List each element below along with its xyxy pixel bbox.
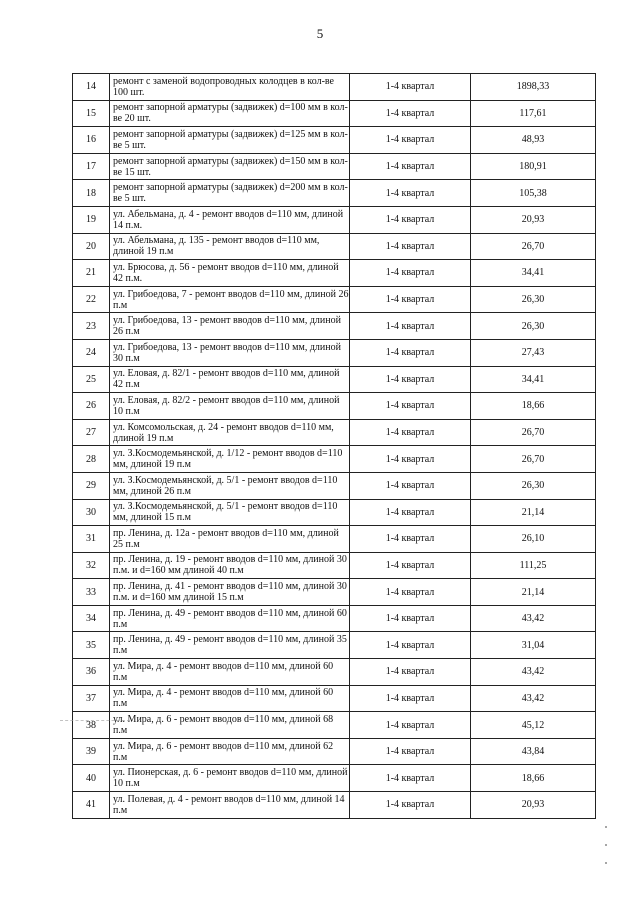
period-cell: 1-4 квартал xyxy=(350,180,471,207)
table-row xyxy=(73,313,596,340)
row-number-cell: 27 xyxy=(73,419,110,446)
period-cell: 1-4 квартал xyxy=(350,100,471,127)
period-cell: 1-4 квартал xyxy=(350,765,471,792)
row-number-cell: 31 xyxy=(73,526,110,553)
amount-cell: 26,30 xyxy=(471,313,596,340)
amount-cell: 105,38 xyxy=(471,180,596,207)
table-row xyxy=(73,206,596,233)
amount-cell: 18,66 xyxy=(471,765,596,792)
row-number-cell: 16 xyxy=(73,127,110,154)
table-row xyxy=(73,446,596,473)
amount-cell: 31,04 xyxy=(471,632,596,659)
table-row xyxy=(73,738,596,765)
amount-cell: 26,30 xyxy=(471,472,596,499)
work-description-cell: пр. Ленина, д. 19 - ремонт вводов d=110 мм, длиной 30 п.м. и d=160 мм длиной 40 п.м xyxy=(110,552,350,579)
table-row xyxy=(73,366,596,393)
row-number-cell: 39 xyxy=(73,738,110,765)
period-cell: 1-4 квартал xyxy=(350,579,471,606)
period-cell: 1-4 квартал xyxy=(350,659,471,686)
row-number-cell: 18 xyxy=(73,180,110,207)
amount-cell: 26,30 xyxy=(471,286,596,313)
row-number-cell: 19 xyxy=(73,206,110,233)
table-row xyxy=(73,393,596,420)
row-number-cell: 14 xyxy=(73,74,110,101)
work-description-cell: ул. З.Космодемьянской, д. 1/12 - ремонт вводов d=110 мм, длиной 19 п.м xyxy=(110,446,350,473)
period-cell: 1-4 квартал xyxy=(350,153,471,180)
table-row xyxy=(73,712,596,739)
table-row xyxy=(73,180,596,207)
row-number-cell: 41 xyxy=(73,792,110,819)
work-description-cell: ул. Грибоедова, 7 - ремонт вводов d=110 мм, длиной 26 п.м xyxy=(110,286,350,313)
amount-cell: 21,14 xyxy=(471,499,596,526)
row-number-cell: 32 xyxy=(73,552,110,579)
work-description-cell: ремонт запорной арматуры (задвижек) d=100 мм в кол-ве 20 шт. xyxy=(110,100,350,127)
period-cell: 1-4 квартал xyxy=(350,472,471,499)
scan-artifact-line xyxy=(60,720,130,721)
amount-cell: 20,93 xyxy=(471,206,596,233)
work-description-cell: пр. Ленина, д. 49 - ремонт вводов d=110 мм, длиной 35 п.м xyxy=(110,632,350,659)
works-table xyxy=(72,73,596,819)
amount-cell: 34,41 xyxy=(471,260,596,287)
work-description-cell: ул. Грибоедова, 13 - ремонт вводов d=110 мм, длиной 30 п.м xyxy=(110,339,350,366)
amount-cell: 26,70 xyxy=(471,233,596,260)
table-row xyxy=(73,153,596,180)
table-row xyxy=(73,286,596,313)
period-cell: 1-4 квартал xyxy=(350,526,471,553)
work-description-cell: ул. Еловая, д. 82/2 - ремонт вводов d=110 мм, длиной 10 п.м xyxy=(110,393,350,420)
amount-cell: 26,70 xyxy=(471,446,596,473)
amount-cell: 20,93 xyxy=(471,792,596,819)
row-number-cell: 15 xyxy=(73,100,110,127)
table-row xyxy=(73,339,596,366)
works-table-container xyxy=(72,73,588,819)
period-cell: 1-4 квартал xyxy=(350,393,471,420)
period-cell: 1-4 квартал xyxy=(350,605,471,632)
work-description-cell: ремонт запорной арматуры (задвижек) d=125 мм в кол-ве 5 шт. xyxy=(110,127,350,154)
table-row xyxy=(73,792,596,819)
row-number-cell: 38 xyxy=(73,712,110,739)
work-description-cell: ул. З.Космодемьянской, д. 5/1 - ремонт вводов d=110 мм, длиной 26 п.м xyxy=(110,472,350,499)
table-row xyxy=(73,127,596,154)
amount-cell: 34,41 xyxy=(471,366,596,393)
work-description-cell: ул. Мира, д. 4 - ремонт вводов d=110 мм, длиной 60 п.м xyxy=(110,685,350,712)
amount-cell: 43,42 xyxy=(471,605,596,632)
period-cell: 1-4 квартал xyxy=(350,74,471,101)
work-description-cell: ул. Пионерская, д. 6 - ремонт вводов d=110 мм, длиной 10 п.м xyxy=(110,765,350,792)
period-cell: 1-4 квартал xyxy=(350,313,471,340)
table-row xyxy=(73,685,596,712)
row-number-cell: 29 xyxy=(73,472,110,499)
amount-cell: 18,66 xyxy=(471,393,596,420)
period-cell: 1-4 квартал xyxy=(350,419,471,446)
row-number-cell: 22 xyxy=(73,286,110,313)
table-row xyxy=(73,100,596,127)
period-cell: 1-4 квартал xyxy=(350,286,471,313)
scan-artifact-dot xyxy=(605,862,607,864)
amount-cell: 43,42 xyxy=(471,659,596,686)
amount-cell: 26,10 xyxy=(471,526,596,553)
work-description-cell: ремонт запорной арматуры (задвижек) d=200 мм в кол-ве 5 шт. xyxy=(110,180,350,207)
amount-cell: 45,12 xyxy=(471,712,596,739)
period-cell: 1-4 квартал xyxy=(350,792,471,819)
scan-artifact-dot xyxy=(605,844,607,846)
work-description-cell: ул. Мира, д. 6 - ремонт вводов d=110 мм, длиной 68 п.м xyxy=(110,712,350,739)
table-row xyxy=(73,419,596,446)
period-cell: 1-4 квартал xyxy=(350,233,471,260)
work-description-cell: ул. Абельмана, д. 4 - ремонт вводов d=110 мм, длиной 14 п.м. xyxy=(110,206,350,233)
period-cell: 1-4 квартал xyxy=(350,738,471,765)
table-row xyxy=(73,659,596,686)
amount-cell: 180,91 xyxy=(471,153,596,180)
amount-cell: 111,25 xyxy=(471,552,596,579)
work-description-cell: пр. Ленина, д. 49 - ремонт вводов d=110 мм, длиной 60 п.м xyxy=(110,605,350,632)
work-description-cell: ул. Полевая, д. 4 - ремонт вводов d=110 мм, длиной 14 п.м xyxy=(110,792,350,819)
work-description-cell: ул. Комсомольская, д. 24 - ремонт вводов d=110 мм, длиной 19 п.м xyxy=(110,419,350,446)
row-number-cell: 30 xyxy=(73,499,110,526)
work-description-cell: ул. Мира, д. 6 - ремонт вводов d=110 мм, длиной 62 п.м xyxy=(110,738,350,765)
row-number-cell: 40 xyxy=(73,765,110,792)
amount-cell: 21,14 xyxy=(471,579,596,606)
row-number-cell: 28 xyxy=(73,446,110,473)
period-cell: 1-4 квартал xyxy=(350,712,471,739)
period-cell: 1-4 квартал xyxy=(350,552,471,579)
table-row xyxy=(73,233,596,260)
table-row xyxy=(73,605,596,632)
row-number-cell: 35 xyxy=(73,632,110,659)
row-number-cell: 20 xyxy=(73,233,110,260)
work-description-cell: ул. Брюсова, д. 56 - ремонт вводов d=110 мм, длиной 42 п.м. xyxy=(110,260,350,287)
period-cell: 1-4 квартал xyxy=(350,499,471,526)
period-cell: 1-4 квартал xyxy=(350,339,471,366)
work-description-cell: ул. Грибоедова, 13 - ремонт вводов d=110 мм, длиной 26 п.м xyxy=(110,313,350,340)
table-row xyxy=(73,472,596,499)
work-description-cell: ремонт с заменой водопроводных колодцев в кол-ве 100 шт. xyxy=(110,74,350,101)
work-description-cell: ул. З.Космодемьянской, д. 5/1 - ремонт вводов d=110 мм, длиной 15 п.м xyxy=(110,499,350,526)
table-row xyxy=(73,579,596,606)
table-row xyxy=(73,499,596,526)
period-cell: 1-4 квартал xyxy=(350,446,471,473)
works-table-body xyxy=(73,74,596,819)
table-row xyxy=(73,765,596,792)
work-description-cell: ул. Абельмана, д. 135 - ремонт вводов d=110 мм, длиной 19 п.м xyxy=(110,233,350,260)
row-number-cell: 34 xyxy=(73,605,110,632)
row-number-cell: 23 xyxy=(73,313,110,340)
work-description-cell: пр. Ленина, д. 12а - ремонт вводов d=110 мм, длиной 25 п.м xyxy=(110,526,350,553)
row-number-cell: 26 xyxy=(73,393,110,420)
table-row xyxy=(73,632,596,659)
work-description-cell: ул. Мира, д. 4 - ремонт вводов d=110 мм, длиной 60 п.м xyxy=(110,659,350,686)
amount-cell: 1898,33 xyxy=(471,74,596,101)
row-number-cell: 17 xyxy=(73,153,110,180)
period-cell: 1-4 квартал xyxy=(350,366,471,393)
row-number-cell: 36 xyxy=(73,659,110,686)
row-number-cell: 33 xyxy=(73,579,110,606)
row-number-cell: 37 xyxy=(73,685,110,712)
table-row xyxy=(73,74,596,101)
table-row xyxy=(73,526,596,553)
period-cell: 1-4 квартал xyxy=(350,685,471,712)
table-row xyxy=(73,260,596,287)
work-description-cell: пр. Ленина, д. 41 - ремонт вводов d=110 мм, длиной 30 п.м. и d=160 мм длиной 15 п.м xyxy=(110,579,350,606)
work-description-cell: ул. Еловая, д. 82/1 - ремонт вводов d=110 мм, длиной 42 п.м xyxy=(110,366,350,393)
amount-cell: 43,84 xyxy=(471,738,596,765)
table-row xyxy=(73,552,596,579)
scan-artifact-dot xyxy=(605,826,607,828)
period-cell: 1-4 квартал xyxy=(350,632,471,659)
row-number-cell: 25 xyxy=(73,366,110,393)
period-cell: 1-4 квартал xyxy=(350,206,471,233)
amount-cell: 26,70 xyxy=(471,419,596,446)
row-number-cell: 24 xyxy=(73,339,110,366)
work-description-cell: ремонт запорной арматуры (задвижек) d=150 мм в кол-ве 15 шт. xyxy=(110,153,350,180)
page-number: 5 xyxy=(316,26,324,41)
amount-cell: 27,43 xyxy=(471,339,596,366)
amount-cell: 48,93 xyxy=(471,127,596,154)
period-cell: 1-4 квартал xyxy=(350,260,471,287)
period-cell: 1-4 квартал xyxy=(350,127,471,154)
amount-cell: 43,42 xyxy=(471,685,596,712)
row-number-cell: 21 xyxy=(73,260,110,287)
amount-cell: 117,61 xyxy=(471,100,596,127)
